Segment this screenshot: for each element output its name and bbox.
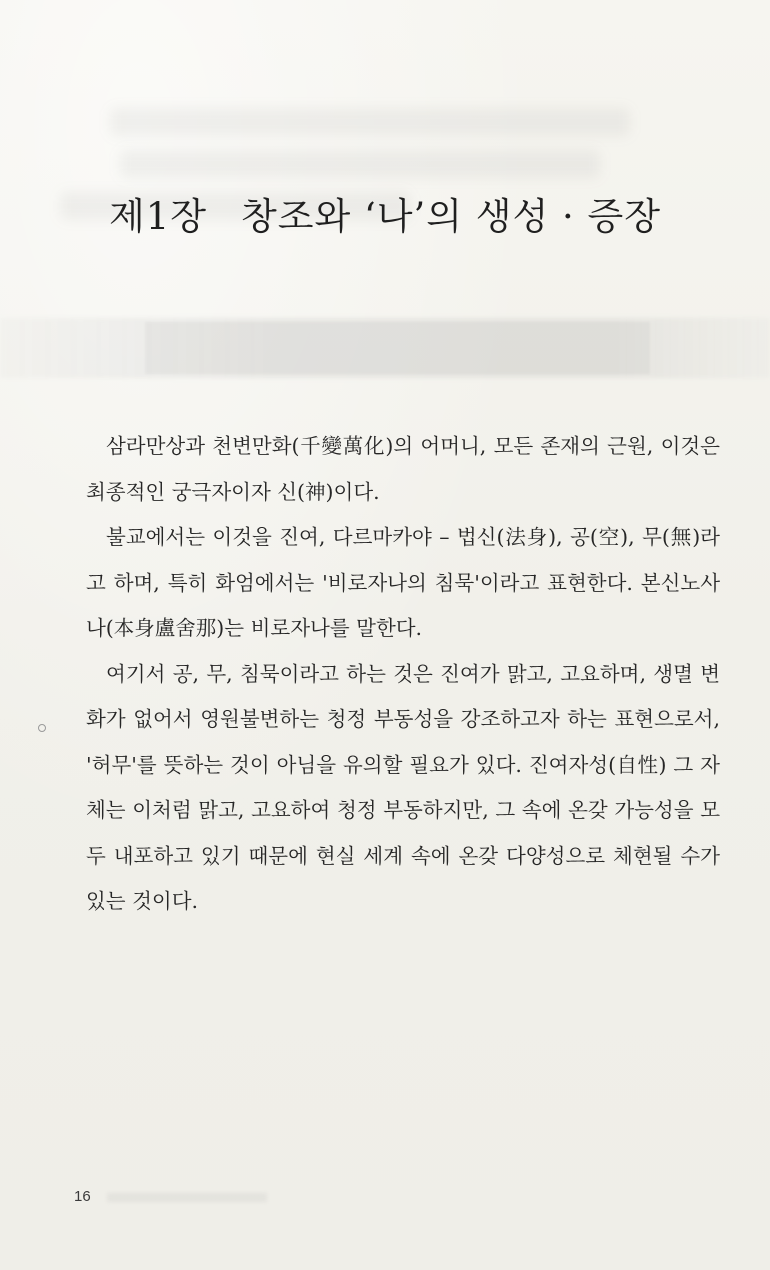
paragraph: 삼라만상과 천변만화(千變萬化)의 어머니, 모든 존재의 근원, 이것은 최종적인 궁극자이자 신(神)이다. <box>86 434 720 504</box>
paragraph: 불교에서는 이것을 진여, 다르마카야 – 법신(法身), 공(空), 무(無)라고 하며, 특히 화엄에서는 '비로자나의 침묵'이라고 표현한다. 본신노사나(本身盧舍那)는 비로자나를 말한다. <box>86 525 720 640</box>
chapter-number: 제1장 <box>108 195 207 238</box>
margin-mark <box>38 724 46 732</box>
body-text <box>86 424 720 925</box>
bleed-through-box <box>145 322 650 374</box>
page-number: 16 <box>74 1188 91 1205</box>
page-footer <box>74 1188 267 1205</box>
paragraph: 여기서 공, 무, 침묵이라고 하는 것은 진여가 맑고, 고요하며, 생멸 변화가 없어서 영원불변하는 청정 부동성을 강조하고자 하는 표현으로서, '허무'를 뜻하는 것이 아님을 유의할 필요가 있다. 진여자성(自性) 그 자체는 이처럼 맑고, 고요하여 청정 부동하지만, 그 속에 온갖 가능성을 모두 내포하고 있기 때문에 현실 세계 속에 온갖 다양성으로 체현될 수가 있는 것이다. <box>86 661 720 913</box>
bleed-through-shadow <box>110 108 630 136</box>
chapter-heading <box>0 186 770 240</box>
chapter-title: 창조와 ‘나’의 생성 · 증장 <box>241 195 662 238</box>
bleed-through-shadow <box>120 150 600 178</box>
running-footer-smudge <box>107 1193 267 1202</box>
